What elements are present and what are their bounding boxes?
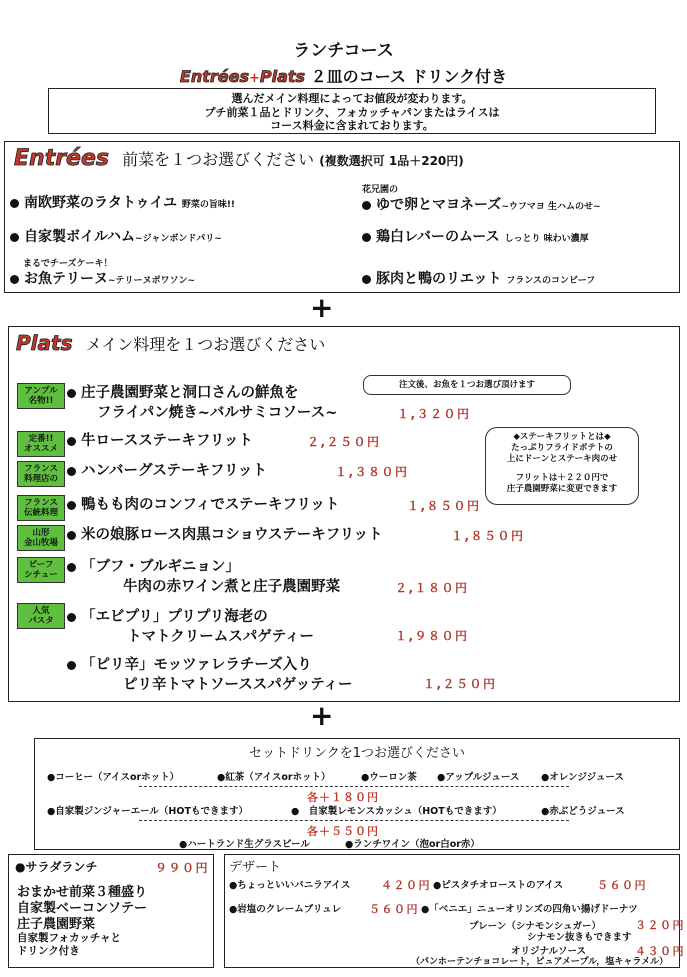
salad-line: 自家製ベーコンソテー — [17, 901, 148, 916]
subtitle-plus: + — [248, 71, 260, 86]
entree-name: お魚テリーヌ — [24, 271, 108, 287]
tag-line: シチュー — [24, 570, 58, 580]
plat-price: １,３８０円 — [335, 465, 409, 479]
salad-note: ドリンク付き — [17, 945, 80, 957]
divider — [139, 820, 569, 821]
dessert-item[interactable]: ●「ベニエ」ニューオリンズの四角い揚げドーナツ — [421, 904, 638, 915]
entrees-section — [4, 141, 680, 293]
tag-line: 定番!! — [28, 434, 54, 444]
salad-note: 自家製フォカッチャと — [17, 932, 122, 944]
plat-name-line2: 牛肉の赤ワイン煮と庄子農園野菜 — [123, 579, 341, 595]
plats-title: Plats — [16, 331, 73, 355]
plat-tag — [17, 557, 65, 583]
price-notice — [48, 88, 656, 134]
entree-note: 野菜の旨味!! — [181, 200, 236, 210]
plat-name-line2: トマトクリームスパゲティー — [127, 629, 315, 645]
bullet-icon — [362, 201, 371, 210]
plat-name: ハンバーグステーキフリット — [81, 463, 267, 479]
tag-line: 山形 — [32, 528, 50, 538]
plat-name-line2: ピリ辛トマトソーススパゲッティー — [123, 677, 353, 693]
entree-item[interactable] — [10, 226, 222, 246]
entree-item[interactable] — [362, 194, 601, 214]
tag-line: 料理店の — [23, 474, 58, 484]
entrees-subtitle: 前菜を１つお選びください — [122, 150, 315, 169]
drink-option[interactable]: ●赤ぶどうジュース — [541, 806, 625, 817]
plat-price: １,８５０円 — [451, 529, 525, 543]
entree-name: 豚肉と鴨のリエット — [376, 271, 502, 287]
dessert-item[interactable]: ●岩塩のクレームブリュレ — [229, 904, 342, 915]
plat-tag — [17, 495, 65, 521]
entree-note: ~テリーヌポワソン~ — [108, 276, 196, 286]
plat-name: 「ブフ・ブルギニョン」 — [81, 559, 240, 575]
tag-line: パスタ — [28, 616, 54, 626]
tag-line: アンプル — [24, 386, 58, 396]
bullet-icon — [67, 389, 76, 398]
plat-item[interactable] — [67, 381, 299, 402]
plat-tag — [17, 383, 65, 409]
plat-item[interactable] — [67, 459, 267, 480]
drink-option[interactable]: ●自家製ジンジャーエール（HOTもできます） — [47, 806, 248, 817]
beignet-plain-note: シナモン抜きもできます — [527, 932, 632, 943]
page-title: ランチコース — [293, 41, 394, 61]
plat-item[interactable] — [67, 429, 253, 450]
tag-line: オススメ — [24, 444, 58, 454]
dessert-price: ５６０円 — [597, 879, 647, 892]
steak-callout-line: ◆ステーキフリットとは◆ — [513, 432, 611, 442]
salad-price: ９９０円 — [155, 861, 210, 875]
plat-name: 鴨もも肉のコンフィでステーキフリット — [81, 497, 340, 513]
entrees-multi-note: (複数選択可 1品＋220円) — [319, 154, 464, 168]
drink-option[interactable]: ●紅茶（アイスorホット） — [217, 772, 331, 783]
plat-price: １,９８０円 — [395, 629, 469, 643]
notice-line-2: プチ前菜１品とドリンク、フォカッチャパンまたはライスは — [204, 105, 500, 119]
plat-price: ２,１８０円 — [395, 581, 469, 595]
steak-callout-line: 庄子農園野菜に変更できます — [506, 484, 618, 494]
plus-sign: + — [310, 699, 334, 732]
plat-name-line2: フライパン焼き~バルサミコソース~ — [97, 405, 338, 421]
plats-section — [8, 326, 680, 702]
entrees-title: Entrées — [14, 146, 109, 171]
surcharge-label: 各＋１８０円 — [307, 791, 379, 804]
drink-option[interactable]: ●ランチワイン（泡or白or赤） — [345, 839, 480, 850]
plats-heading — [16, 331, 325, 355]
plat-name: 「ピリ辛」モッツァレラチーズ入り — [81, 657, 312, 673]
beignet-original[interactable]: オリジナルソース — [511, 946, 587, 957]
dessert-title: デザート — [229, 860, 282, 875]
bullet-icon — [67, 661, 76, 670]
plat-tag — [17, 525, 65, 551]
bullet-icon — [10, 199, 19, 208]
dessert-section — [224, 854, 685, 968]
salad-line: おまかせ前菜３種盛り — [17, 885, 148, 900]
entree-pre: まるでチーズケーキ！ — [23, 259, 113, 269]
dessert-price: ５６０円 — [369, 903, 419, 916]
bullet-icon — [10, 233, 19, 242]
plat-price: ２,２５０円 — [307, 435, 381, 449]
drink-option[interactable]: ●アップルジュース — [437, 772, 520, 783]
plat-name: 米の娘豚ロース肉黒コショウステーキフリット — [81, 527, 383, 543]
bullet-icon — [67, 531, 76, 540]
entree-item[interactable] — [10, 192, 235, 212]
bullet-icon — [67, 501, 76, 510]
plat-price: １,３２０円 — [397, 407, 471, 421]
entrees-heading — [14, 146, 464, 171]
fish-callout: 注文後、お魚を１つお選び頂けます — [363, 375, 571, 395]
tag-line: 名物!! — [28, 396, 54, 406]
tag-line: 金山牧場 — [23, 538, 58, 548]
tag-line: 伝統料理 — [23, 508, 58, 518]
drinks-title: セットドリンクを1つお選びください — [248, 746, 465, 761]
steak-callout — [485, 427, 639, 505]
divider — [139, 786, 569, 787]
plat-tag — [17, 461, 65, 487]
bullet-icon — [67, 613, 76, 622]
course-subtitle — [0, 64, 687, 87]
beignet-plain[interactable]: プレーン（シナモンシュガー） — [469, 921, 602, 932]
bullet-icon — [67, 467, 76, 476]
entree-name: 鶏白レバーのムース — [376, 229, 500, 245]
plat-item[interactable] — [67, 605, 268, 626]
drink-option[interactable]: ●ハートランド生グラスビール — [179, 839, 310, 850]
beignet-original-note: （パンホーテンチョコレート，ピュアメープル，塩キャラメル） — [411, 957, 669, 967]
drink-option[interactable]: ● 自家製レモンスカッシュ（HOTもできます） — [291, 806, 502, 817]
beignet-original-price: ４３０円 — [635, 945, 685, 958]
entree-name: ゆで卵とマヨネーズ — [376, 197, 502, 213]
plats-subtitle: メイン料理を１つお選びください — [85, 335, 326, 354]
dessert-item[interactable]: ●ちょっといいバニラアイス — [229, 880, 351, 891]
drink-option[interactable]: ●ウーロン茶 — [361, 772, 417, 783]
plat-item[interactable] — [67, 555, 240, 576]
plat-item[interactable] — [67, 653, 312, 674]
entree-note: しっとり 味わい濃厚 — [504, 234, 589, 244]
subtitle-plats: Plats — [259, 67, 306, 86]
surcharge-label: 各＋５５０円 — [307, 825, 379, 838]
dessert-item[interactable]: ●ピスタチオローストのアイス — [433, 880, 564, 891]
bullet-icon — [362, 233, 371, 242]
salad-section — [8, 854, 214, 968]
tag-line: 人気 — [32, 606, 50, 616]
plat-tag — [17, 431, 65, 457]
plat-item[interactable] — [67, 493, 339, 514]
plat-tag — [17, 603, 65, 629]
entree-item[interactable] — [362, 226, 589, 246]
plat-price: １,８５０円 — [407, 499, 481, 513]
drink-option[interactable]: ●コーヒー（アイスorホット） — [47, 772, 180, 783]
plat-name: 庄子農園野菜と洞口さんの鮮魚を — [81, 385, 299, 401]
subtitle-entrees: Entrées — [179, 67, 249, 86]
notice-line-1: 選んだメイン料理によってお値段が変わります。 — [231, 92, 473, 105]
entree-pre: 花兄園の — [362, 185, 399, 195]
entree-name: 南欧野菜のラタトゥイユ — [24, 195, 177, 211]
entree-item[interactable] — [362, 268, 595, 288]
bullet-icon — [362, 275, 371, 284]
steak-callout-line: たっぷりフライドポテトの — [511, 443, 613, 453]
plat-name: 牛ロースステーキフリット — [81, 433, 253, 449]
steak-callout-line: フリットは＋２２０円で — [515, 473, 609, 483]
drinks-section — [34, 738, 680, 850]
plus-sign: + — [310, 291, 334, 324]
dessert-price: ４２０円 — [381, 879, 431, 892]
tag-line: フランス — [24, 464, 58, 474]
entree-name: 自家製ボイルハム — [24, 229, 136, 245]
plat-price: １,２５０円 — [423, 677, 497, 691]
beignet-plain-price: ３２０円 — [635, 919, 685, 932]
plat-item[interactable] — [67, 523, 383, 544]
entree-note: ~ジャンボンドパリ~ — [135, 234, 222, 244]
tag-line: フランス — [24, 498, 58, 508]
bullet-icon — [67, 437, 76, 446]
steak-callout-line: 上にドーンとステーキ肉のせ — [506, 454, 618, 464]
entree-note: ~ウフマヨ 生ハムのせ~ — [501, 202, 601, 212]
notice-line-3: コース料金に含まれております。 — [270, 119, 434, 132]
bullet-icon — [67, 563, 76, 572]
salad-name[interactable]: ●サラダランチ — [15, 860, 98, 874]
entree-item[interactable] — [10, 268, 195, 288]
tag-line: ビーフ — [28, 560, 54, 570]
entree-note: フランスのコンビーフ — [506, 276, 596, 286]
salad-line: 庄子農園野菜 — [17, 917, 96, 932]
bullet-icon — [10, 275, 19, 284]
subtitle-rest: ２皿のコース ドリンク付き — [310, 67, 508, 86]
plat-name: 「エビプリ」プリプリ海老の — [81, 609, 268, 625]
drink-option[interactable]: ●オレンジジュース — [541, 772, 624, 783]
